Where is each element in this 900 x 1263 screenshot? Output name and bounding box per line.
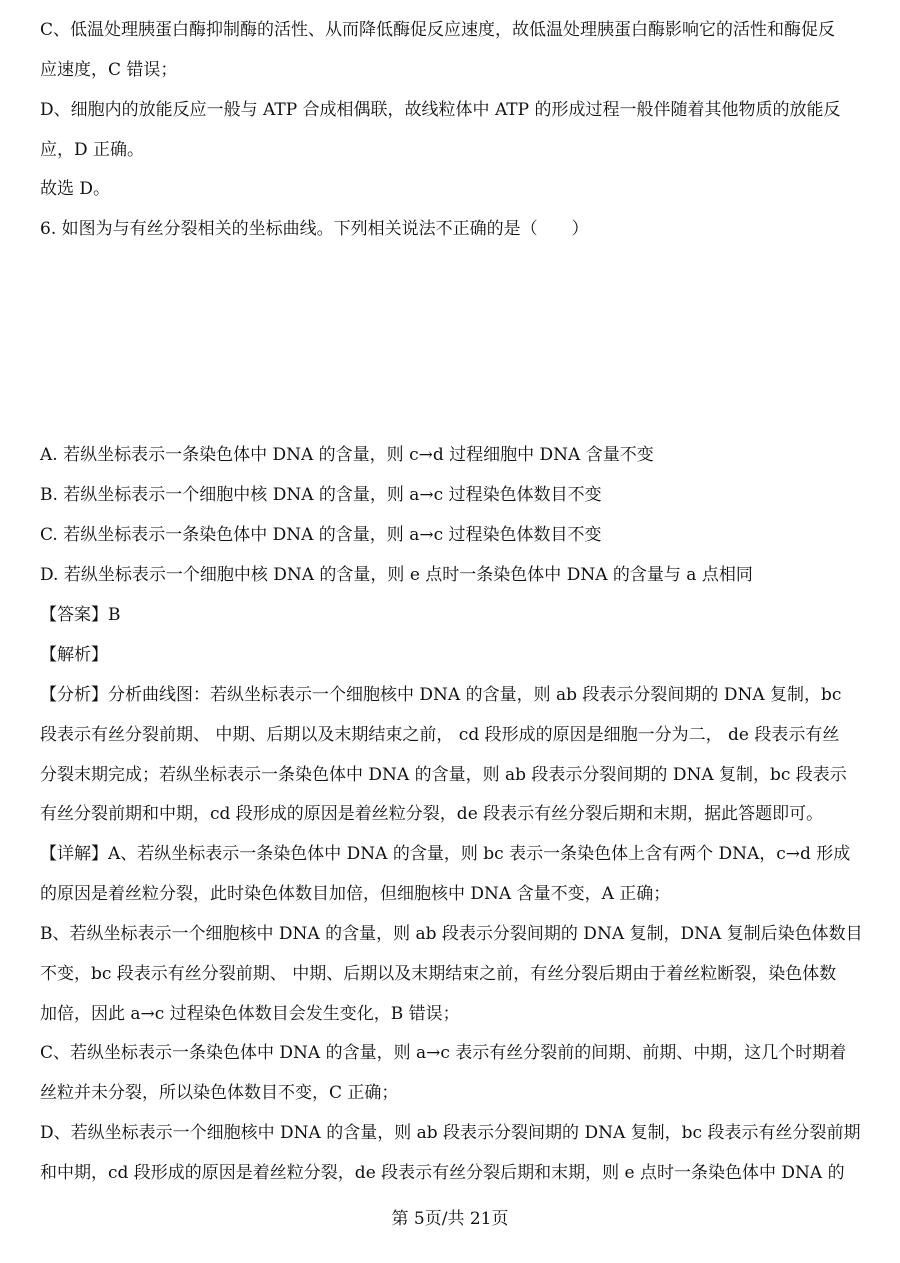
option-d: D. 若纵坐标表示一个细胞中核 DNA 的含量，则 e 点时一条染色体中 DNA 的含量与 a 点相同 bbox=[40, 565, 753, 585]
figure-placeholder bbox=[40, 250, 860, 430]
text-line: 故选 D。 bbox=[40, 179, 111, 199]
detail-line: 加倍，因此 a→c 过程染色体数目会发生变化，B 错误； bbox=[40, 1004, 460, 1024]
detail-line: 的原因是着丝粒分裂，此时染色体数目加倍，但细胞核中 DNA 含量不变，A 正确； bbox=[40, 884, 671, 904]
detail-line: 不变，bc 段表示有丝分裂前期、 中期、后期以及末期结束之前，有丝分裂后期由于着丝粒断裂，染色体数 bbox=[40, 964, 837, 984]
analysis-line: 有丝分裂前期和中期，cd 段形成的原因是着丝粒分裂，de 段表示有丝分裂后期和末期，据此答题即可。 bbox=[40, 804, 824, 824]
text-line: C、低温处理胰蛋白酶抑制酶的活性、从而降低酶促反应速度，故低温处理胰蛋白酶影响它的活性和酶促反 bbox=[40, 20, 836, 40]
page-footer: 第 5页/共 21页 bbox=[391, 1209, 509, 1229]
detail-line: 丝粒并未分裂，所以染色体数目不变，C 正确； bbox=[40, 1083, 399, 1103]
detail-line: B、若纵坐标表示一个细胞核中 DNA 的含量，则 ab 段表示分裂间期的 DNA 复制，DNA 复制后染色体数目 bbox=[40, 924, 863, 944]
analysis-line: 段表示有丝分裂前期、 中期、后期以及末期结束之前， cd 段形成的原因是细胞一分为二， de 段表示有丝 bbox=[40, 725, 840, 745]
analysis-line: 分裂末期完成；若纵坐标表示一条染色体中 DNA 的含量，则 ab 段表示分裂间期的 DNA 复制，bc 段表示 bbox=[40, 765, 847, 785]
detail-line: 和中期，cd 段形成的原因是着丝粒分裂，de 段表示有丝分裂后期和末期，则 e 点时一条染色体中 DNA 的 bbox=[40, 1163, 845, 1183]
text-line: 应，D 正确。 bbox=[40, 140, 145, 160]
analysis-heading: 【解析】 bbox=[40, 645, 108, 665]
answer-label: 【答案】B bbox=[40, 605, 121, 625]
question-stem: 6. 如图为与有丝分裂相关的坐标曲线。下列相关说法不正确的是（ ） bbox=[40, 219, 589, 239]
analysis-line: 【分析】分析曲线图：若纵坐标表示一个细胞核中 DNA 的含量，则 ab 段表示分裂间期的 DNA 复制，bc bbox=[40, 685, 842, 705]
option-b: B. 若纵坐标表示一个细胞中核 DNA 的含量，则 a→c 过程染色体数目不变 bbox=[40, 485, 602, 505]
text-line: 应速度，C 错误； bbox=[40, 60, 178, 80]
text-line: D、细胞内的放能反应一般与 ATP 合成相偶联，故线粒体中 ATP 的形成过程一般伴随着其他物质的放能反 bbox=[40, 100, 841, 120]
detail-line: D、若纵坐标表示一个细胞核中 DNA 的含量，则 ab 段表示分裂间期的 DNA 复制，bc 段表示有丝分裂前期 bbox=[40, 1123, 861, 1143]
option-c: C. 若纵坐标表示一条染色体中 DNA 的含量，则 a→c 过程染色体数目不变 bbox=[40, 525, 602, 545]
option-a: A. 若纵坐标表示一条染色体中 DNA 的含量，则 c→d 过程细胞中 DNA 含量不变 bbox=[40, 445, 654, 465]
detail-line: C、若纵坐标表示一条染色体中 DNA 的含量，则 a→c 表示有丝分裂前的间期、前期、中期，这几个时期着 bbox=[40, 1043, 847, 1063]
detail-line: 【详解】A、若纵坐标表示一条染色体中 DNA 的含量，则 bc 表示一条染色体上含有两个 DNA，c→d 形成 bbox=[40, 844, 851, 864]
